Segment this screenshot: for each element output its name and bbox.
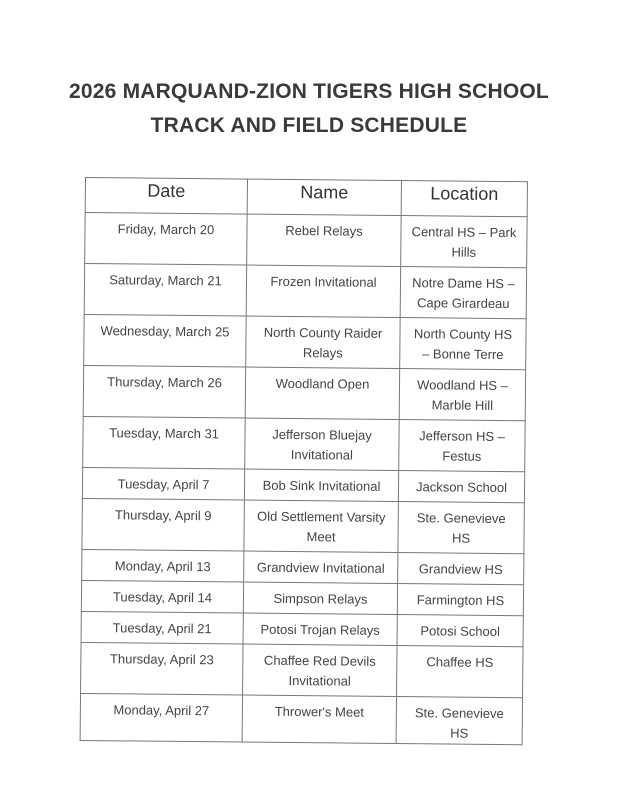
- cell-location: Potosi School: [397, 615, 523, 647]
- cell-location: Chaffee HS: [397, 646, 523, 698]
- table-row: [81, 580, 523, 615]
- cell-date: Wednesday, March 25: [84, 314, 246, 367]
- cell-location: Ste. Genevieve HS: [398, 502, 524, 554]
- cell-name: Thrower's Meet: [242, 695, 396, 743]
- cell-location: Ste. Genevieve HS: [396, 697, 522, 745]
- title-line-2: TRACK AND FIELD SCHEDULE: [150, 114, 468, 137]
- cell-date: Friday, March 20: [85, 213, 247, 266]
- cell-date: Thursday, April 9: [82, 498, 244, 551]
- cell-location: Woodland HS – Marble Hill: [399, 369, 525, 421]
- cell-date: Tuesday, April 14: [81, 580, 243, 613]
- cell-name: Frozen Invitational: [246, 265, 400, 317]
- cell-date: Monday, April 27: [80, 693, 242, 742]
- cell-date: Saturday, March 21: [84, 264, 246, 317]
- cell-date: Thursday, March 26: [83, 365, 245, 418]
- title-line-1: 2026 MARQUAND-ZION TIGERS HIGH SCHOOL: [69, 80, 549, 103]
- cell-name: North County Raider Relays: [246, 316, 400, 368]
- table-row: [82, 467, 524, 502]
- table-row: [82, 498, 524, 553]
- cell-name: Jefferson Bluejay Invitational: [245, 418, 399, 470]
- cell-location: Jefferson HS – Festus: [399, 420, 525, 472]
- header-name: Name: [247, 179, 401, 215]
- table-row: [85, 213, 527, 268]
- table-row: [82, 549, 524, 584]
- cell-date: Tuesday, March 31: [83, 416, 245, 469]
- table-row: [84, 264, 526, 319]
- table-row: [84, 314, 526, 369]
- header-date: Date: [85, 178, 247, 215]
- schedule-table: [80, 177, 528, 745]
- cell-date: Thursday, April 23: [81, 642, 243, 695]
- cell-location: North County HS – Bonne Terre: [400, 318, 526, 370]
- table-row: [81, 642, 523, 697]
- table-row: [80, 693, 522, 744]
- cell-name: Rebel Relays: [247, 214, 401, 266]
- table-row: [83, 416, 525, 471]
- cell-name: Woodland Open: [245, 367, 399, 419]
- cell-name: Grandview Invitational: [244, 551, 398, 583]
- header-location: Location: [401, 181, 527, 217]
- cell-location: Grandview HS: [398, 553, 524, 585]
- cell-date: Monday, April 13: [82, 549, 244, 582]
- table-row: [81, 611, 523, 646]
- table-row: [83, 365, 525, 420]
- cell-date: Tuesday, April 21: [81, 611, 243, 644]
- cell-name: Chaffee Red Devils Invitational: [243, 644, 397, 696]
- cell-name: Old Settlement Varsity Meet: [244, 500, 398, 552]
- cell-name: Potosi Trojan Relays: [243, 613, 397, 645]
- cell-location: Farmington HS: [397, 584, 523, 616]
- cell-location: Jackson School: [398, 471, 524, 503]
- cell-date: Tuesday, April 7: [82, 467, 244, 500]
- cell-location: Central HS – Park Hills: [401, 216, 527, 268]
- cell-name: Simpson Relays: [243, 582, 397, 614]
- cell-location: Notre Dame HS – Cape Girardeau: [400, 267, 526, 319]
- header-row: [85, 178, 527, 217]
- cell-name: Bob Sink Invitational: [244, 469, 398, 501]
